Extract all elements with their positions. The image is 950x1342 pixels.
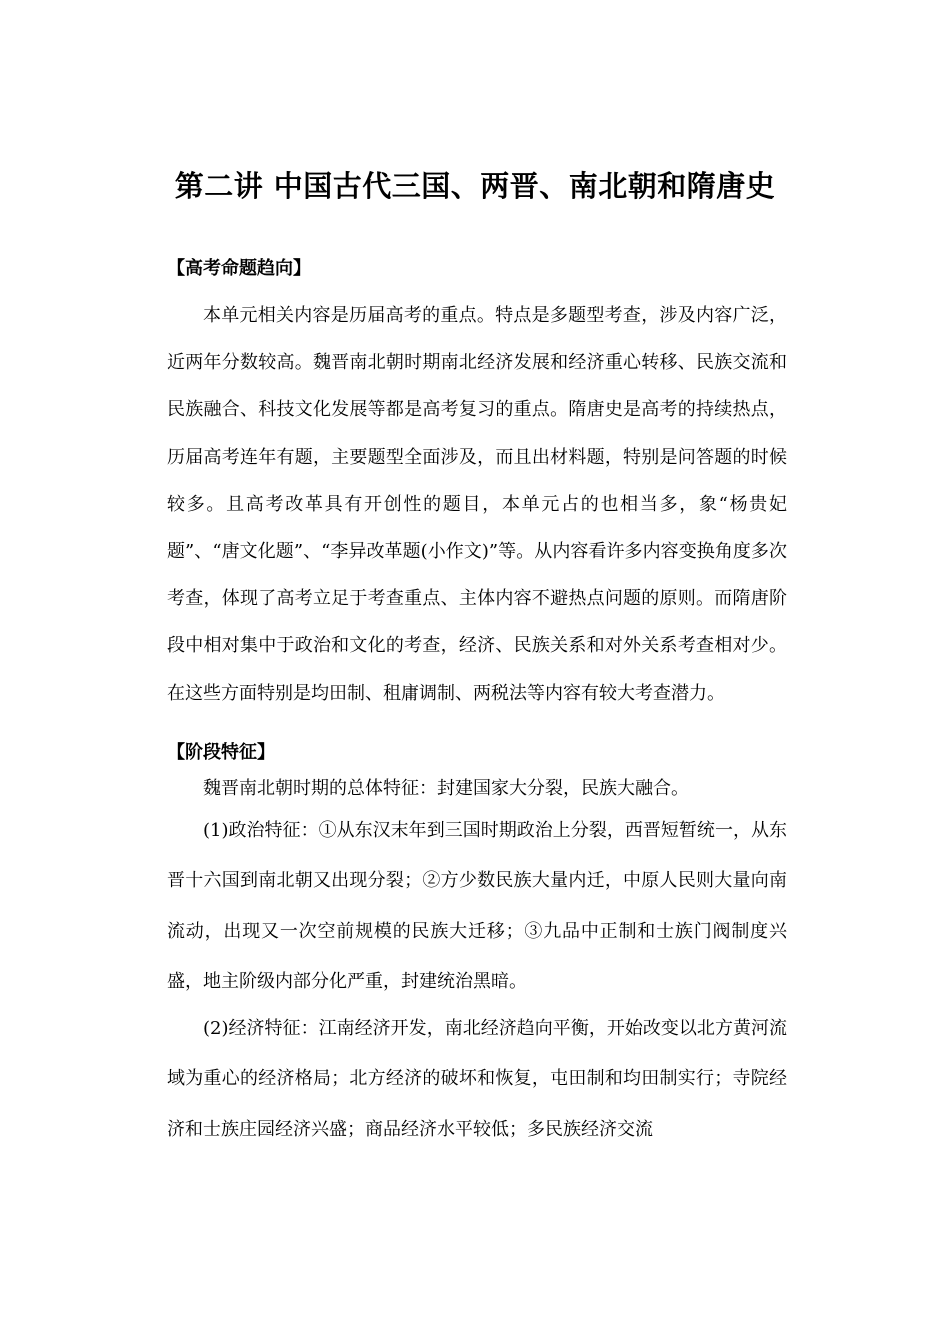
- section-heading-stage-features: 【阶段特征】: [167, 741, 275, 763]
- section-spacer: [167, 717, 787, 736]
- document-body: [167, 252, 787, 1155]
- section-exam-trends: [167, 252, 787, 717]
- section-heading-exam-trends: 【高考命题趋向】: [167, 258, 311, 279]
- section-stage-features: [167, 736, 787, 1156]
- paragraph-political-features: (1)政治特征：①从东汉末年到三国时期政治上分裂，西晋短暂统一，从东晋十六国到南北朝又出现分裂；②方少数民族大量内迁，中原人民则大量向南流动，出现又一次空前规模的民族大迁移；③九品中正制和士族门阀制度兴盛，地主阶级内部分化严重，封建统治黑暗。: [167, 819, 787, 993]
- paragraph-exam-trends: 本单元相关内容是历届高考的重点。特点是多题型考查，涉及内容广泛，近两年分数较高。魏晋南北朝时期南北经济发展和经济重心转移、民族交流和民族融合、科技文化发展等都是高考复习的重点。隋唐史是高考的持续热点，历届高考连年有题，主要题型全面涉及，而且出材料题，特别是问答题的时候较多。且高考改革具有开创性的题目，本单元占的也相当多，象“杨贵妃题”、“唐文化题”、“李异改革题(小作文)”等。从内容看许多内容变换角度多次考查，体现了高考立足于考查重点、主体内容不避热点问题的原则。而隋唐阶段中相对集中于政治和文化的考查，经济、民族关系和对外关系考查相对少。在这些方面特别是均田制、租庸调制、两税法等内容有较大考查潜力。: [167, 305, 787, 704]
- paragraph-overall-features: 魏晋南北朝时期的总体特征：封建国家大分裂，民族大融合。: [203, 777, 689, 799]
- page-title: 第二讲 中国古代三国、两晋、南北朝和隋唐史: [174, 169, 776, 204]
- paragraph-economic-features: (2)经济特征：江南经济开发，南北经济趋向平衡，开始改变以北方黄河流域为重心的经济格局；北方经济的破坏和恢复，屯田制和均田制实行；寺院经济和士族庄园经济兴盛；商品经济水平较低；多民族经济交流: [167, 1017, 787, 1140]
